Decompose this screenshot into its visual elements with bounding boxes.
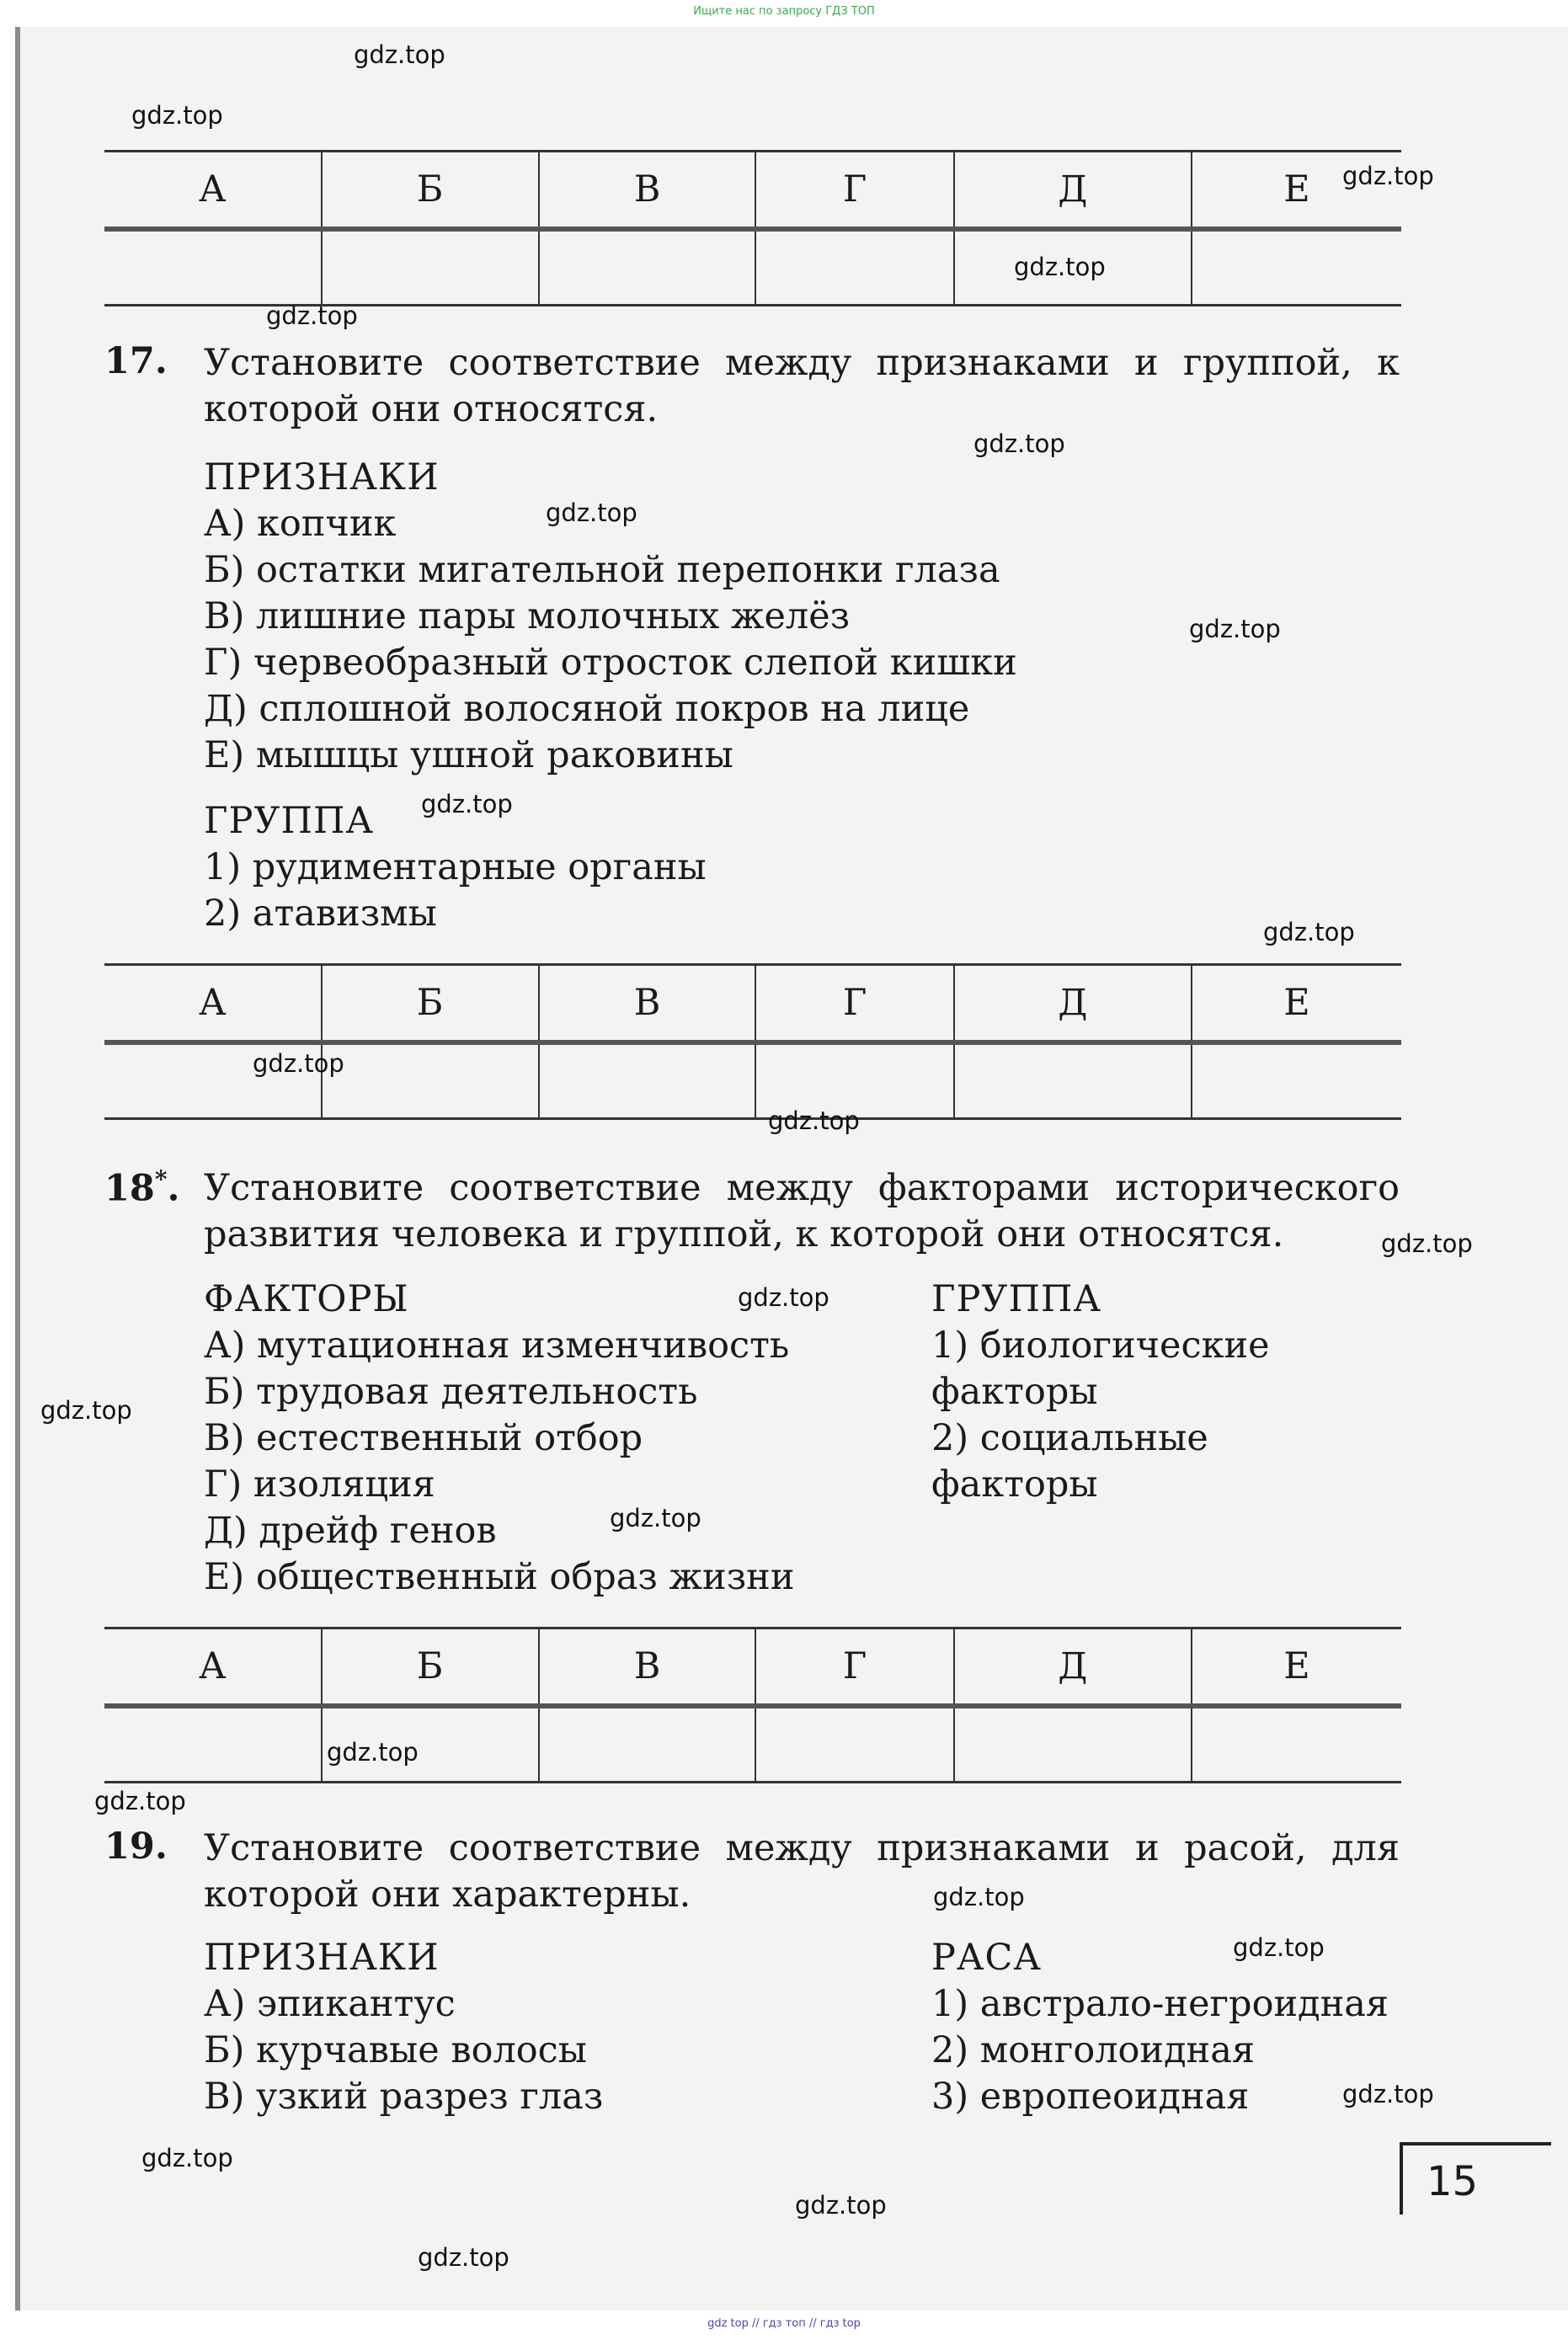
col-e: Е [1192,1628,1401,1707]
answer-cell[interactable] [755,229,953,306]
q18-factor-e: Е) общественный образ жизни [204,1556,795,1598]
answer-cell[interactable] [539,1706,756,1783]
bottom-banner: gdz top // гдз топ // гдз top [707,2317,861,2330]
q19-feature-v: В) узкий разрез глаз [204,2076,604,2118]
col-d: Д [954,965,1192,1043]
col-v: В [539,152,756,230]
col-b: Б [322,1628,539,1707]
q19-race-heading: РАСА [931,1937,1042,1979]
watermark: gdz.top [1189,615,1281,643]
q17-feature-b: Б) остатки мигательной перепонки глаза [204,549,1000,591]
watermark: gdz.top [1381,1229,1473,1258]
answer-cell[interactable] [104,1706,322,1783]
q17-feature-e: Е) мышцы ушной раковины [204,734,733,776]
answer-cell[interactable] [1192,229,1401,306]
watermark: gdz.top [418,2243,509,2272]
q19-number: 19. [104,1826,168,1868]
watermark: gdz.top [768,1106,860,1135]
col-d: Д [954,152,1192,230]
watermark: gdz.top [354,40,445,69]
answer-cell[interactable] [539,1042,756,1119]
col-b: Б [322,152,539,230]
q17-group-1: 1) рудиментарные органы [204,846,707,888]
answer-cell[interactable] [322,229,539,306]
answer-cell[interactable] [755,1706,953,1783]
watermark: gdz.top [933,1883,1025,1911]
col-a: А [104,152,322,230]
answer-table-q17 [104,963,1401,1120]
q19-features [204,1935,603,2120]
q17-feature-d: Д) сплошной волосяной покров на лице [204,688,970,730]
watermark: gdz.top [141,2144,233,2172]
q17-feature-g: Г) червеобразный отросток слепой кишки [204,642,1017,684]
watermark: gdz.top [94,1787,186,1815]
q17-feature-v: В) лишние пары молочных желёз [204,595,851,637]
watermark: gdz.top [795,2191,887,2220]
page-number: 15 [1400,2142,1551,2215]
watermark: gdz.top [1014,253,1106,281]
answer-cell[interactable] [954,1042,1192,1119]
q17-groups [204,798,707,937]
q18-factor-g: Г) изоляция [204,1463,435,1506]
watermark: gdz.top [327,1738,419,1767]
q18-group-1-cont: факторы [931,1371,1098,1413]
col-g: Г [755,1628,953,1707]
watermark: gdz.top [1263,918,1355,946]
q18-group-heading: ГРУППА [931,1278,1102,1320]
answer-table-q16 [104,150,1401,306]
q19-race-1: 1) австрало-негроидная [931,1983,1389,2025]
col-b: Б [322,965,539,1043]
q18-group-2-cont: факторы [931,1463,1098,1506]
col-e: Е [1192,965,1401,1043]
col-g: Г [755,965,953,1043]
q17-features-heading: ПРИЗНАКИ [204,456,440,498]
watermark: gdz.top [131,101,223,130]
watermark: gdz.top [1342,2080,1434,2108]
col-a: А [104,1628,322,1707]
q18-group-1: 1) биологические [931,1325,1270,1367]
q18-factor-a: А) мутационная изменчивость [204,1325,790,1367]
col-a: А [104,965,322,1043]
watermark: gdz.top [1342,162,1434,190]
q18-factor-v: В) естественный отбор [204,1417,643,1459]
q18-number [104,1165,179,1209]
watermark: gdz.top [253,1049,344,1078]
q18-group-2: 2) социальные [931,1417,1208,1459]
answer-cell[interactable] [954,1706,1192,1783]
top-banner: Ищите нас по запросу ГДЗ ТОП [693,5,875,18]
q18-factors-heading: ФАКТОРЫ [204,1278,409,1320]
col-d: Д [954,1628,1192,1707]
answer-cell[interactable] [1192,1706,1401,1783]
q18-factor-b: Б) трудовая деятельность [204,1371,698,1413]
q19-feature-a: А) эпикантус [204,1983,456,2025]
q17-text: Установите соответствие между признаками и группой, к которой они относятся. [204,342,1400,430]
q18-groups [931,1277,1270,1508]
q18-star: * [154,1165,168,1193]
q17-group-heading: ГРУППА [204,800,375,842]
q18-text: Установите соответствие между факторами исторического развития человека и группой, к которой они относятся. [204,1167,1400,1255]
col-v: В [539,1628,756,1707]
q19-feature-b: Б) курчавые волосы [204,2029,587,2071]
answer-cell[interactable] [539,229,756,306]
q18-number-dot: . [167,1167,180,1210]
col-g: Г [755,152,953,230]
answer-cell[interactable] [1192,1042,1401,1119]
col-v: В [539,965,756,1043]
q19-features-heading: ПРИЗНАКИ [204,1937,440,1979]
watermark: gdz.top [421,790,513,818]
watermark: gdz.top [973,429,1065,458]
answer-table-q18 [104,1627,1401,1783]
watermark: gdz.top [266,301,358,330]
q18-factors [204,1277,794,1601]
q19-text: Установите соответствие между признаками и расой, для которой они характерны. [204,1827,1400,1916]
q19-races [931,1935,1389,2120]
watermark: gdz.top [40,1396,132,1425]
watermark: gdz.top [738,1283,829,1312]
q18-number-value: 18 [104,1167,155,1210]
q17-group-2: 2) атавизмы [204,893,437,935]
answer-cell[interactable] [104,229,322,306]
col-e: Е [1192,152,1401,230]
q17-number: 17. [104,340,168,382]
answer-cell[interactable] [322,1042,539,1119]
q18-factor-d: Д) дрейф генов [204,1510,497,1552]
watermark: gdz.top [610,1504,701,1532]
q19-race-2: 2) монголоидная [931,2029,1255,2071]
q19-race-3: 3) европеоидная [931,2076,1250,2118]
q17-feature-a: А) копчик [204,503,397,545]
watermark: gdz.top [1233,1933,1325,1962]
watermark: gdz.top [546,498,637,527]
